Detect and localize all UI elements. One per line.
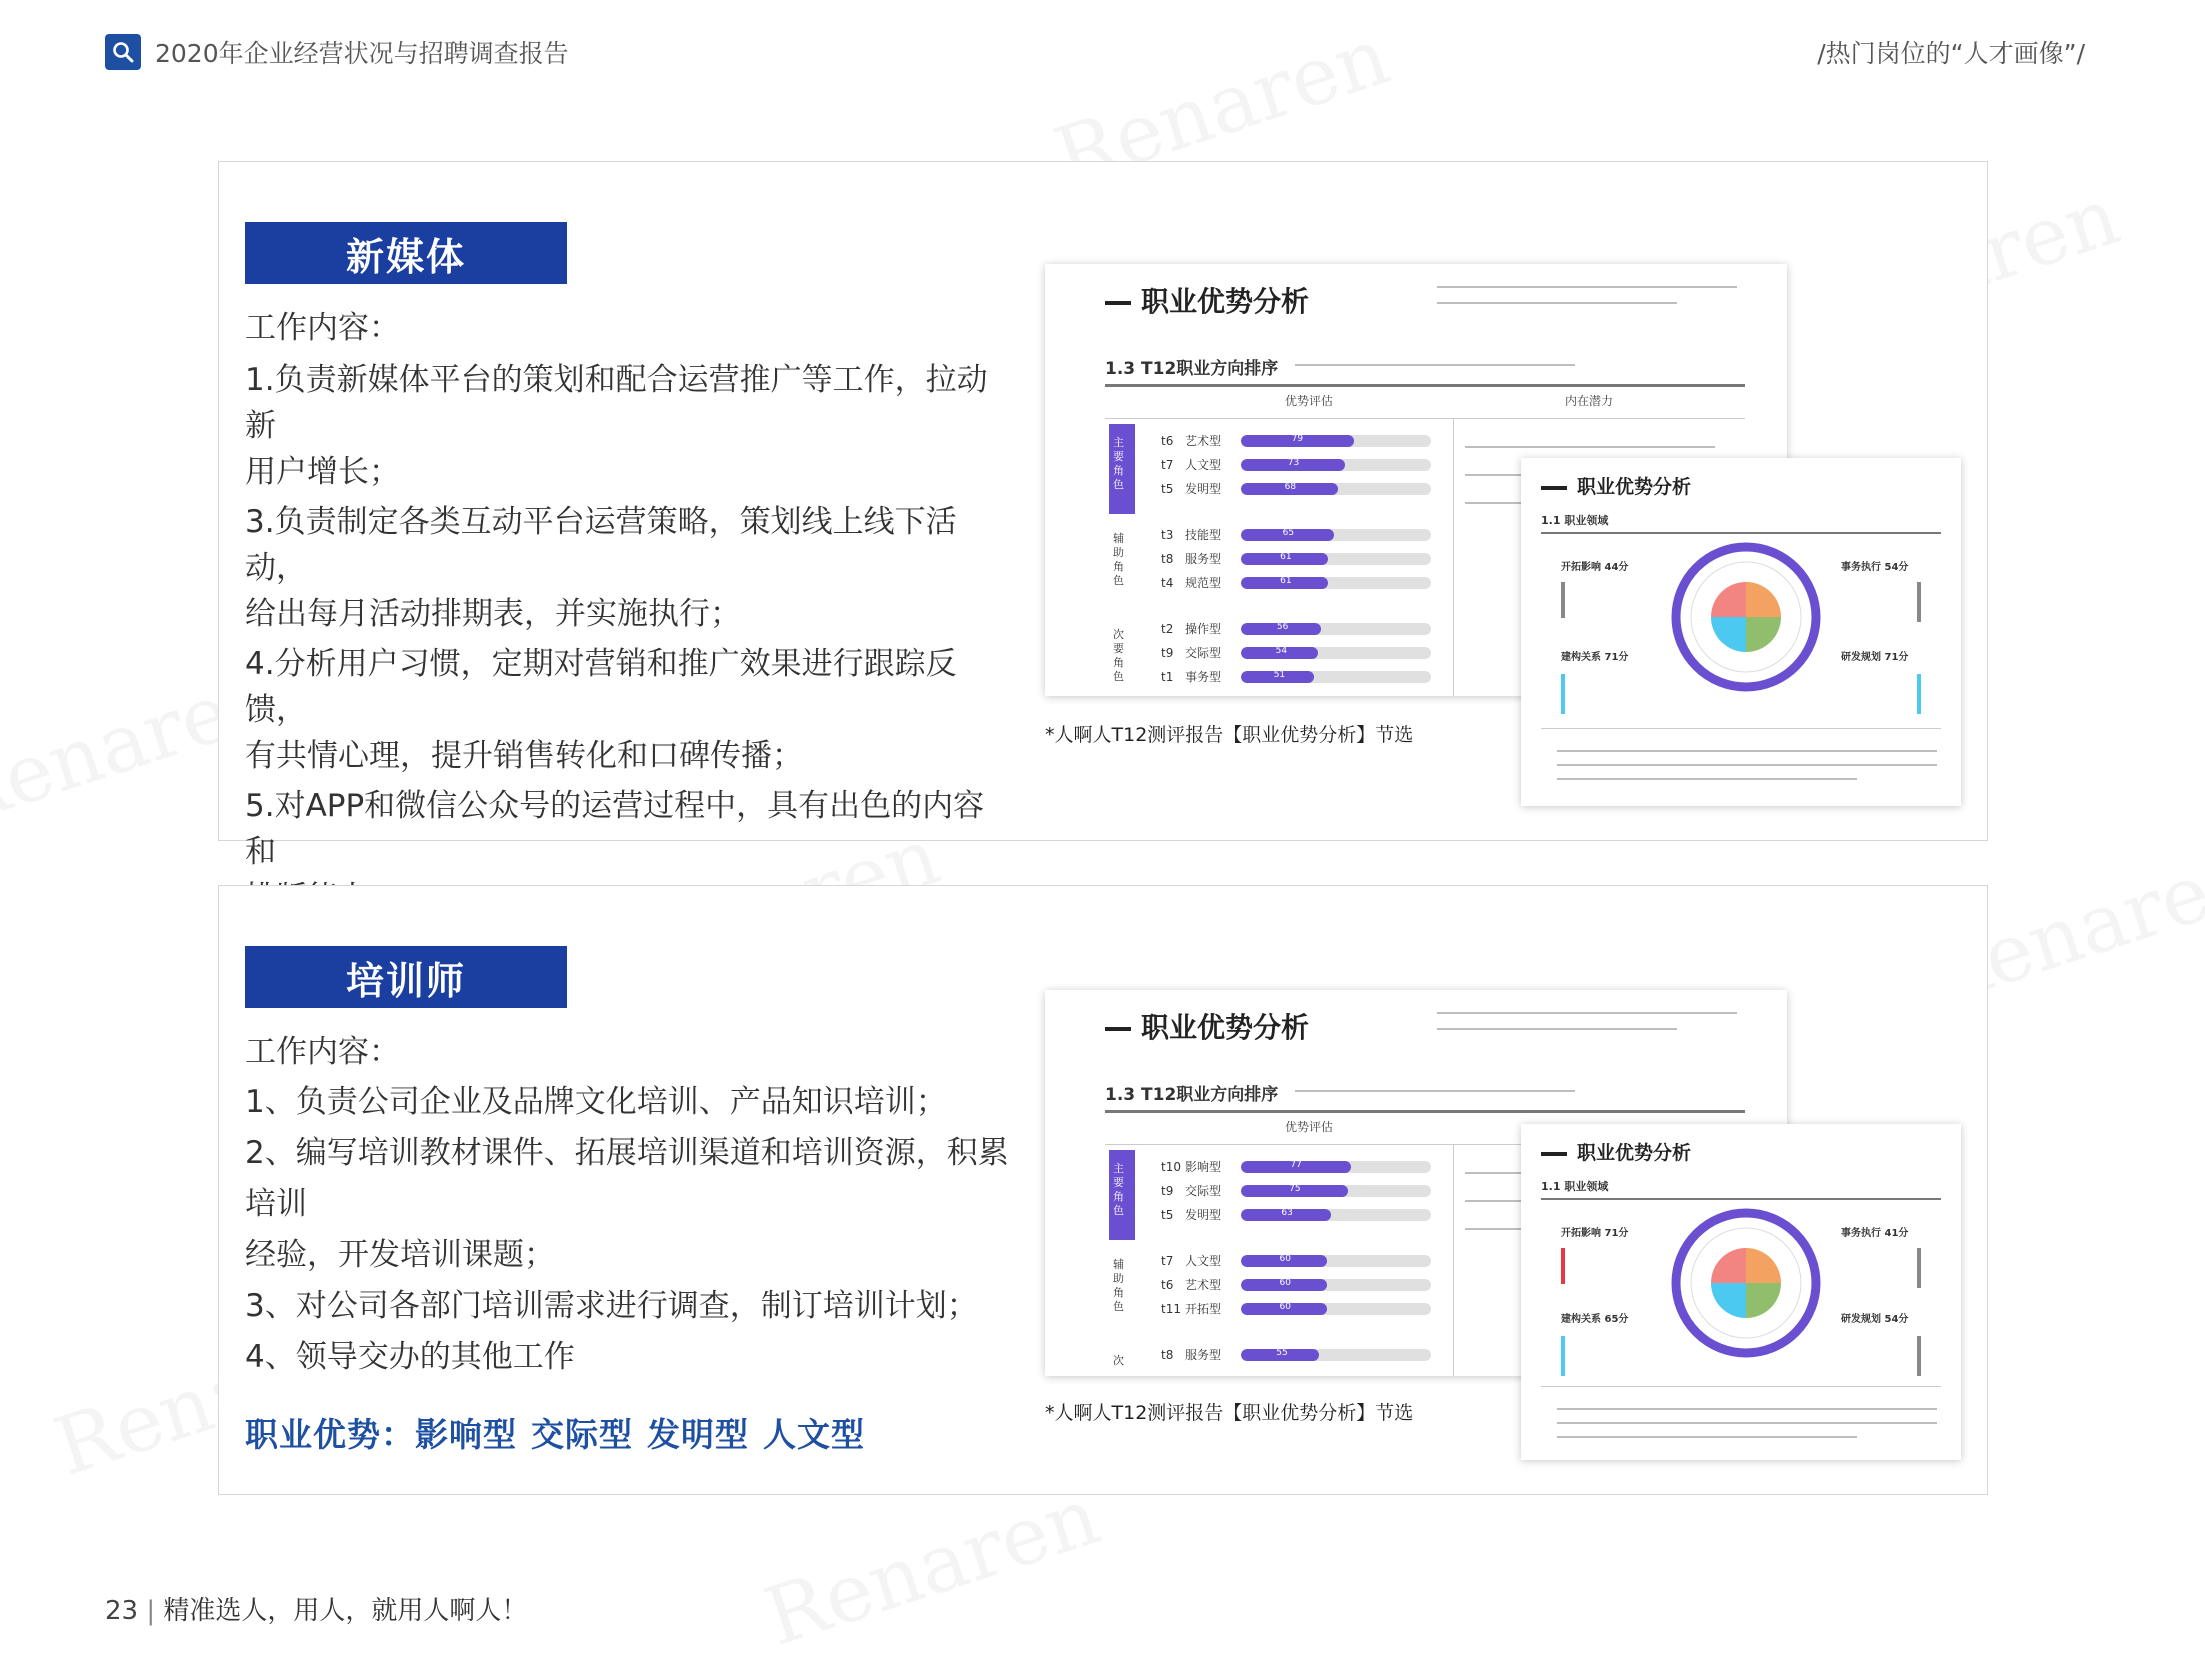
skill-bar-track bbox=[1241, 577, 1431, 589]
skill-value: 68 bbox=[1284, 482, 1297, 492]
skill-bar-row bbox=[1161, 432, 1431, 449]
skill-bar-row bbox=[1161, 644, 1431, 661]
skill-code: t2 bbox=[1161, 621, 1174, 636]
report-screenshot: 职业优势分析 1.3 T12职业方向排序 优势评估 内在潜力 主要角色 辅助角色 次要角色 t6 艺术型 79 t7 人文型 73 t5 发明型 68 t3 技能型 65 t8 服务型 61 t4 规范型 61 t2 操作型 56 t9 交际型 54 t1 事务型 51 bbox=[1045, 264, 1787, 696]
content-line: 4.分析用户习惯，定期对营销和推广效果进行跟踪反馈， bbox=[245, 646, 957, 728]
skill-bar-fill bbox=[1241, 1209, 1331, 1221]
search-icon bbox=[105, 34, 141, 70]
report-caption: *人啊人T12测评报告【职业优势分析】节选 bbox=[1045, 724, 1414, 746]
skill-bar-fill bbox=[1241, 1303, 1327, 1315]
job-tag: 培训师 bbox=[245, 946, 567, 1008]
skill-bar-track bbox=[1241, 647, 1431, 659]
report-title: 2020年企业经营状况与招聘调查报告 bbox=[155, 39, 569, 68]
skill-name: 发明型 bbox=[1185, 1208, 1222, 1222]
skill-bar-fill bbox=[1241, 1255, 1327, 1267]
skill-value: 73 bbox=[1287, 458, 1300, 468]
job-tag: 新媒体 bbox=[245, 222, 567, 284]
skill-bar-track bbox=[1241, 1349, 1431, 1361]
content-line: 1、负责公司企业及品牌文化培训、产品知识培训； bbox=[245, 1084, 947, 1120]
content-line: 用户增长； bbox=[245, 454, 400, 490]
report-title: 职业优势分析 bbox=[1105, 1006, 1309, 1046]
skill-bar-track bbox=[1241, 1255, 1431, 1267]
skill-value: 63 bbox=[1281, 1208, 1293, 1218]
skill-bar-track bbox=[1241, 1209, 1431, 1221]
skill-bar-fill bbox=[1241, 459, 1345, 471]
skill-bar-track bbox=[1241, 459, 1431, 471]
job-content bbox=[245, 1026, 1015, 1456]
skill-code: t11 bbox=[1161, 1301, 1181, 1316]
skill-code: t6 bbox=[1161, 433, 1174, 448]
skill-bar-fill bbox=[1241, 647, 1318, 659]
career-advantage: 职业优势：影响型 交际型 发明型 人文型 bbox=[245, 1415, 865, 1454]
skill-bar-fill bbox=[1241, 435, 1354, 447]
skill-value: 60 bbox=[1279, 1278, 1291, 1288]
skill-bar-fill bbox=[1241, 623, 1321, 635]
skill-value: 56 bbox=[1276, 622, 1289, 632]
report-caption: *人啊人T12测评报告【职业优势分析】节选 bbox=[1045, 1402, 1414, 1424]
skill-name: 服务型 bbox=[1185, 552, 1222, 566]
content-line: 3.负责制定各类互动平台运营策略，策划线上线下活动， bbox=[245, 504, 957, 586]
report-subtitle: 1.3 T12职业方向排序 bbox=[1105, 359, 1279, 379]
skill-value: 75 bbox=[1289, 1184, 1301, 1194]
skill-name: 事务型 bbox=[1185, 670, 1222, 684]
skill-bar-row bbox=[1161, 620, 1431, 637]
section-title: /热门岗位的“人才画像”/ bbox=[1817, 39, 2085, 68]
skill-code: t5 bbox=[1161, 481, 1174, 496]
skill-name: 发明型 bbox=[1185, 482, 1222, 496]
skill-code: t6 bbox=[1161, 1277, 1174, 1292]
skill-name: 人文型 bbox=[1185, 1254, 1222, 1268]
skill-bar-fill bbox=[1241, 553, 1328, 565]
report-screenshot: 职业优势分析 1.3 T12职业方向排序 优势评估 主要角色 辅助角色 次 t10 影响型 77 t9 交际型 75 t5 发明型 63 t7 人文型 60 t6 艺术型 60 t11 开拓型 60 t8 服务型 55 bbox=[1045, 990, 1787, 1376]
skill-bar-track bbox=[1241, 623, 1431, 635]
skill-bar-track bbox=[1241, 529, 1431, 541]
skill-bar-track bbox=[1241, 1303, 1431, 1315]
skill-value: 60 bbox=[1279, 1254, 1291, 1264]
skill-bar-track bbox=[1241, 1279, 1431, 1291]
job-content bbox=[245, 302, 1015, 980]
skill-name: 人文型 bbox=[1185, 458, 1222, 472]
skill-code: t9 bbox=[1161, 1183, 1174, 1198]
wheel-chart bbox=[1671, 542, 1821, 692]
content-line: 2、编写培训教材课件、拓展培训渠道和培训资源，积累培训 bbox=[245, 1135, 1009, 1222]
skill-value: 79 bbox=[1291, 434, 1304, 444]
advantage-item: 交际型 bbox=[531, 1415, 633, 1454]
skill-name: 操作型 bbox=[1185, 622, 1222, 636]
skill-bar-row bbox=[1161, 1252, 1431, 1269]
skill-value: 60 bbox=[1279, 1302, 1291, 1312]
content-line: 4、领导交办的其他工作 bbox=[245, 1339, 575, 1375]
job-card-trainer bbox=[218, 885, 1988, 1495]
skill-bar-track bbox=[1241, 483, 1431, 495]
skill-value: 51 bbox=[1273, 670, 1286, 680]
skill-code: t10 bbox=[1161, 1159, 1181, 1174]
skill-bar-track bbox=[1241, 553, 1431, 565]
skill-bar-fill bbox=[1241, 1349, 1319, 1361]
skill-bar-fill bbox=[1241, 577, 1328, 589]
report-title: 职业优势分析 bbox=[1105, 280, 1309, 320]
skill-bar-row bbox=[1161, 1206, 1431, 1223]
skill-bar-fill bbox=[1241, 1185, 1348, 1197]
skill-bar-row bbox=[1161, 1300, 1431, 1317]
content-line: 给出每月活动排期表，并实施执行； bbox=[245, 596, 741, 632]
content-line: 3、对公司各部门培训需求进行调查，制订培训计划； bbox=[245, 1288, 978, 1324]
skill-name: 技能型 bbox=[1185, 528, 1222, 542]
skill-value: 55 bbox=[1276, 1348, 1288, 1358]
content-line: 5.对APP和微信公众号的运营过程中，具有出色的内容和 bbox=[245, 788, 985, 870]
skill-bar-row bbox=[1161, 550, 1431, 567]
skill-bar-row bbox=[1161, 456, 1431, 473]
content-label: 工作内容： bbox=[245, 1034, 400, 1070]
page-header bbox=[105, 34, 569, 70]
skill-bar-row bbox=[1161, 526, 1431, 543]
content-line: 1.负责新媒体平台的策划和配合运营推广等工作，拉动新 bbox=[245, 362, 988, 444]
wheel-chart bbox=[1671, 1208, 1821, 1358]
skill-bar-row bbox=[1161, 574, 1431, 591]
skill-bar-fill bbox=[1241, 671, 1314, 683]
skill-code: t8 bbox=[1161, 551, 1174, 566]
skill-name: 开拓型 bbox=[1185, 1302, 1222, 1316]
job-card-new-media bbox=[218, 161, 1988, 870]
skill-name: 服务型 bbox=[1185, 1348, 1222, 1362]
skill-name: 规范型 bbox=[1185, 576, 1222, 590]
skill-name: 艺术型 bbox=[1185, 434, 1222, 448]
advantage-item: 人文型 bbox=[763, 1415, 865, 1454]
skill-value: 61 bbox=[1280, 576, 1292, 586]
skill-bar-track bbox=[1241, 1185, 1431, 1197]
report-subtitle: 1.3 T12职业方向排序 bbox=[1105, 1085, 1279, 1105]
skill-code: t3 bbox=[1161, 527, 1174, 542]
slogan: 精准选人，用人，就用人啊人！ bbox=[163, 1596, 528, 1626]
content-line: 有共情心理，提升销售转化和口碑传播； bbox=[245, 738, 803, 774]
skill-bar-fill bbox=[1241, 529, 1334, 541]
skill-value: 61 bbox=[1280, 552, 1292, 562]
skill-bar-track bbox=[1241, 1161, 1431, 1173]
skill-code: t9 bbox=[1161, 645, 1174, 660]
content-line: 经验，开发培训课题； bbox=[245, 1237, 555, 1273]
advantage-item: 发明型 bbox=[647, 1415, 749, 1454]
page-number: 23 bbox=[105, 1596, 139, 1626]
skill-name: 艺术型 bbox=[1185, 1278, 1222, 1292]
skill-code: t1 bbox=[1161, 669, 1174, 684]
skill-bar-row bbox=[1161, 668, 1431, 685]
content-label: 工作内容： bbox=[245, 310, 400, 346]
skill-code: t8 bbox=[1161, 1347, 1174, 1362]
advantage-item: 影响型 bbox=[415, 1415, 517, 1454]
report-inner-screenshot: 职业优势分析 1.1 职业领域 开拓影响 44分 事务执行 54分 建构关系 71分 研发规划 71分 bbox=[1521, 458, 1961, 806]
skill-code: t7 bbox=[1161, 457, 1174, 472]
skill-code: t7 bbox=[1161, 1253, 1174, 1268]
skill-bar-fill bbox=[1241, 483, 1338, 495]
skill-code: t4 bbox=[1161, 575, 1174, 590]
skill-value: 77 bbox=[1290, 1160, 1302, 1170]
skill-bar-row bbox=[1161, 1346, 1431, 1363]
skill-bar-row bbox=[1161, 1158, 1431, 1175]
skill-bar-fill bbox=[1241, 1161, 1351, 1173]
skill-bar-track bbox=[1241, 671, 1431, 683]
skill-name: 交际型 bbox=[1185, 646, 1222, 660]
skill-code: t5 bbox=[1161, 1207, 1174, 1222]
skill-bar-fill bbox=[1241, 1279, 1327, 1291]
skill-bar-track bbox=[1241, 435, 1431, 447]
skill-bar-row bbox=[1161, 1276, 1431, 1293]
skill-name: 交际型 bbox=[1185, 1184, 1222, 1198]
skill-bar-row bbox=[1161, 1182, 1431, 1199]
skill-bar-row bbox=[1161, 480, 1431, 497]
page-footer: 23 | 精准选人，用人，就用人啊人！ bbox=[105, 1596, 528, 1626]
skill-value: 65 bbox=[1282, 528, 1295, 538]
skill-value: 54 bbox=[1275, 646, 1288, 656]
report-inner-screenshot: 职业优势分析 1.1 职业领域 开拓影响 71分 事务执行 41分 建构关系 65分 研发规划 54分 bbox=[1521, 1124, 1961, 1460]
skill-name: 影响型 bbox=[1185, 1160, 1222, 1174]
watermark bbox=[754, 1469, 1110, 1664]
